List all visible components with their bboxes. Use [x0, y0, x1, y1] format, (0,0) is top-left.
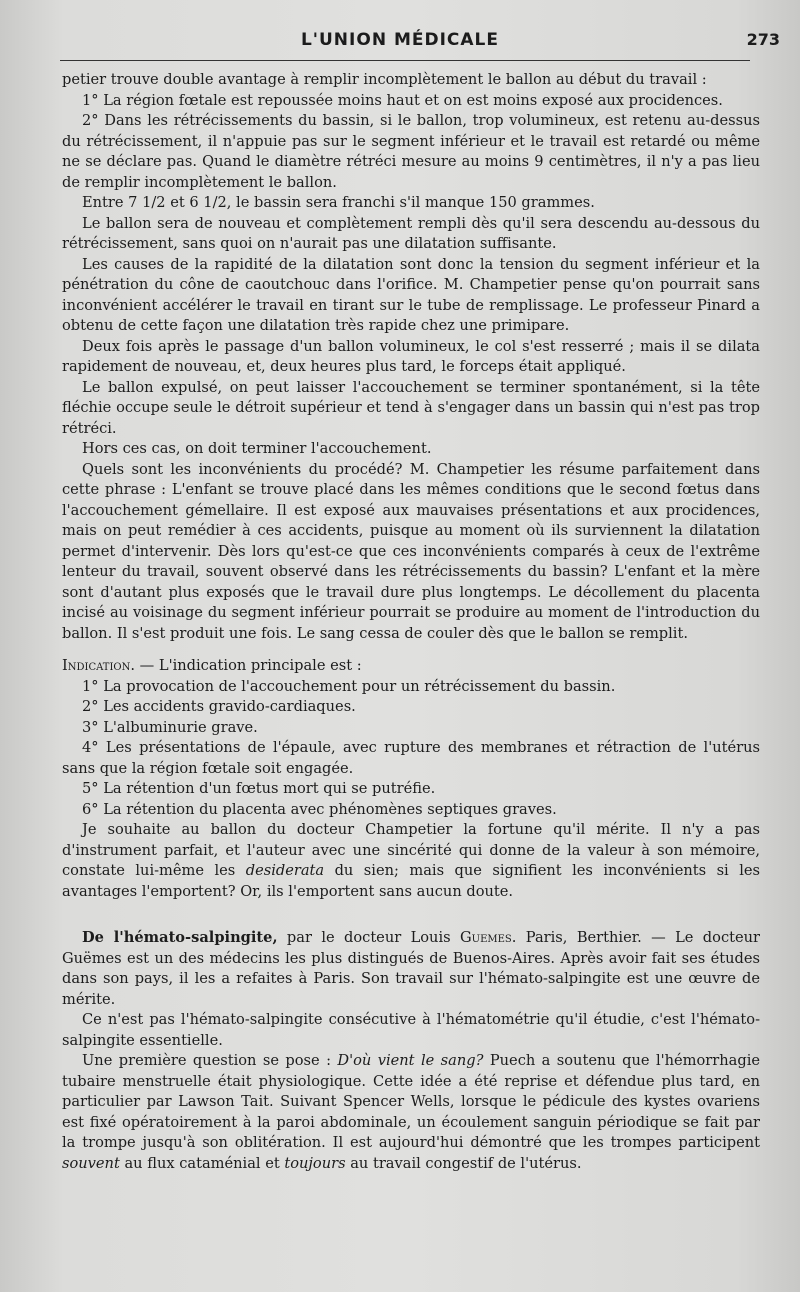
paragraph: Quels sont les inconvénients du procédé? M. Champetier les résume parfaitement dans cette phrase : L'enfant se trouve placé dans les mêmes conditions que le second fœtus dans l'accouchement gémellaire. Il est exposé aux mauvaises présentations et aux procidences, mais on peut remédier à ces accidents, puisque au moment où ils surviennent la dilatation permet d'intervenir. Dès lors qu'est-ce que ces inconvénients comparés à ceux de l'extrême lenteur du travail, souvent observé dans les rétrécissements du bassin? L'enfant et la mère sont d'autant plus exposés que le travail dure plus longtemps. Le décollement du placenta incisé au voisinage du segment inférieur pourrait se produire au moment de l'introduction du ballon. Il s'est produit une fois. Le sang cessa de couler dès que le ballon se remplit. [62, 460, 760, 642]
indication-intro: — L'indication principale est : [135, 657, 362, 674]
paragraph: Le ballon sera de nouveau et complètement rempli dès qu'il sera descendu au-dessous du rétrécissement, sans quoi on n'aurait pas une dilatation suffisante. [62, 214, 760, 252]
paragraph: Les causes de la rapidité de la dilatation sont donc la tension du segment inférieur et la pénétration du cône de caoutchouc dans l'orifice. M. Champetier pense qu'on pourrait sans inconvénient accélérer le travail en tirant sur le tube de remplissage. Le professeur Pinard a obtenu de cette façon une dilatation très rapide chez une primipare. [62, 255, 760, 334]
conclusion-text: du sien; mais que signifient les inconvénients si les avantages l'emportent? Or, ils l'emportent sans aucun doute. [62, 862, 760, 900]
review-text: . Paris, Berthier. — Le docteur Guëmes est un des médecins les plus distingués de Buenos-Aires. Après avoir fait ses études dans son pays, il les a refaites à Paris. Son travail sur l'hémato-salpingite est une œuvre de mérite. [62, 929, 760, 1008]
review-text: Puech a soutenu que l'hémorrhagie tubaire menstruelle était physiologique. Cette idée a été reprise et défendue plus tard, en particulier par Lawson Tait. Suivant Spencer Wells, lorsque le pédicule des kystes ovariens est fixé opératoirement à la paroi abdominale, un écoulement sanguin périodique se fait par la trompe jusqu'à son oblitération. Il est aujourd'hui démontré que les trompes participent [62, 1052, 761, 1151]
desiderata-term: desiderata [245, 862, 325, 879]
paragraph: 1° La région fœtale est repoussée moins haut et on est moins exposé aux procidences. [82, 91, 723, 109]
review-emphasis: souvent [62, 1154, 120, 1172]
article-body [62, 70, 760, 1174]
indication-conclusion [62, 820, 760, 902]
indication-heading [62, 656, 760, 677]
review-title: De l'hémato-salpingite, [82, 929, 278, 946]
spacer [62, 644, 760, 656]
paragraph: Le ballon expulsé, on peut laisser l'accouchement se terminer spontanément, si la tête fléchie occupe seule le détroit supérieur et tend à s'engager dans un bassin qui n'est pas trop rétréci. [62, 378, 760, 437]
page-header [0, 22, 800, 62]
review-text: Une première question se pose : [82, 1052, 338, 1069]
paragraph: Deux fois après le passage d'un ballon volumineux, le col s'est resserré ; mais il se dilata rapidement de nouveau, et, deux heures plus tard, le forceps était appliqué. [62, 337, 760, 375]
review-text: au flux cataménial et [119, 1154, 285, 1172]
header-rule [60, 60, 750, 61]
review-byline: par le docteur Louis [277, 929, 460, 946]
paragraph: 2° Dans les rétrécissements du bassin, si le ballon, trop volumineux, est retenu au-dessus du rétrécissement, il n'appuie pas sur le segment inférieur et le travail est retardé ou même ne se déclare pas. Quand le diamètre rétréci mesure au moins 9 centimètres, il n'y a pas lieu de remplir incomplètement le ballon. [62, 112, 760, 191]
indication-label: Indication. [62, 657, 136, 674]
conclusion-text: Je souhaite au ballon du docteur Champetier la fortune qu'il mérite. Il n'y a pas d'instrument parfait, et l'auteur avec une sincérité qui donne de la valeur à son mémoire, constate lui-même les [62, 821, 760, 879]
indication-item: 6° La rétention du placenta avec phénomènes septiques graves. [82, 800, 557, 818]
review-paragraph: Ce n'est pas l'hémato-salpingite consécutive à l'hématométrie qu'il étudie, c'est l'hémato-salpingite essentielle. [62, 1011, 760, 1049]
review-paragraph [62, 928, 760, 1010]
indication-item: 5° La rétention d'un fœtus mort qui se putréfie. [82, 780, 436, 797]
paragraph: petier trouve double avantage à remplir incomplètement le ballon au début du travail : [62, 71, 707, 88]
review-paragraph [62, 1051, 760, 1174]
indication-item: 3° L'albuminurie grave. [82, 718, 258, 736]
page-number: 273 [746, 30, 780, 49]
paragraph: Hors ces cas, on doit terminer l'accouchement. [82, 440, 432, 457]
indication-item: 4° Les présentations de l'épaule, avec rupture des membranes et rétraction de l'utérus sans que la région fœtale soit engagée. [62, 739, 760, 777]
indication-item: 1° La provocation de l'accouchement pour un rétrécissement du bassin. [82, 677, 616, 695]
review-author: Guemes [460, 929, 512, 946]
review-emphasis: toujours [284, 1154, 346, 1172]
review-text: au travail congestif de l'utérus. [345, 1154, 582, 1172]
indication-item: 2° Les accidents gravido-cardiaques. [82, 698, 356, 715]
review-question: D'où vient le sang? [337, 1052, 484, 1069]
running-title: L'UNION MÉDICALE [300, 30, 500, 50]
section-spacer [62, 902, 760, 928]
paragraph: Entre 7 1/2 et 6 1/2, le bassin sera franchi s'il manque 150 grammes. [82, 194, 595, 211]
